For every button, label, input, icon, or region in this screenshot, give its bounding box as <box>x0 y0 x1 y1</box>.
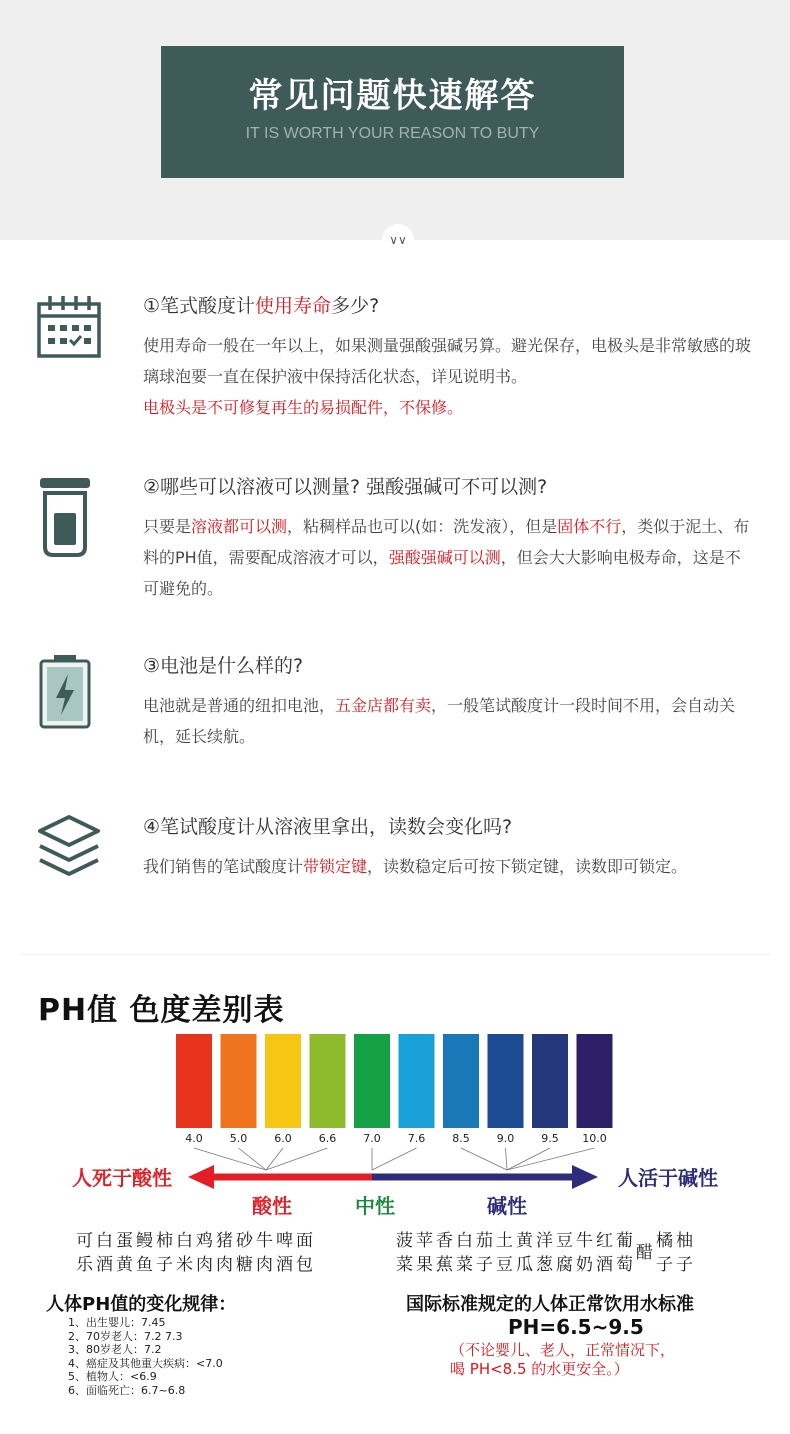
alkaline-life-label: 人活于碱性 <box>618 1166 718 1190</box>
ph-connector-line <box>194 1148 266 1170</box>
faq-question <box>143 473 547 501</box>
ph-rules-title: 人体PH值的变化规律： <box>46 1294 237 1315</box>
ph-color-swatch <box>354 1034 390 1128</box>
ph-color-swatch <box>176 1034 212 1128</box>
water-standard-value: PH=6.5~9.5 <box>508 1315 644 1339</box>
chevron-down-icon[interactable]: ∨∨ <box>382 224 414 256</box>
body-text: ，类似于泥土、布料的PH值，需要配成溶液才可以， <box>143 517 750 567</box>
acidic-foods-line: 乐酒黄鱼子米肉肉糖肉酒包 <box>76 1255 316 1275</box>
body-text: 电池就是普通的纽扣电池， <box>143 696 336 715</box>
alkaline-foods-line: 菠苹香白茄土黄洋豆牛红葡 <box>396 1231 636 1251</box>
ph-chart-title: PH值 色度差别表 <box>38 993 285 1028</box>
highlight-text: 五金店都有卖 <box>335 696 432 715</box>
acid-label: 酸性 <box>252 1194 292 1218</box>
faq-question <box>143 652 303 680</box>
calendar-icon <box>36 292 102 362</box>
ph-tick-label: 7.0 <box>363 1132 381 1145</box>
faq-question <box>143 813 512 841</box>
water-standard-note-line: （不论婴儿、老人，正常情况下， <box>450 1341 676 1359</box>
list-item: 1、出生婴儿：7.45 <box>68 1316 166 1329</box>
alkaline-arrow-head <box>572 1165 598 1189</box>
header-banner <box>161 46 624 178</box>
highlight-text: 溶液都可以测 <box>191 517 288 536</box>
alkaline-foods-tail: 橘柚 <box>656 1231 696 1251</box>
water-standard-note-line: 喝 PH<8.5 的水更安全。） <box>450 1360 629 1378</box>
highlight-text: 使用寿命 <box>255 295 332 317</box>
neutral-label: 中性 <box>355 1194 395 1218</box>
water-standard-title: 国际标准规定的人体正常饮用水标准 <box>406 1294 694 1315</box>
water-standard-note <box>450 1341 675 1379</box>
faq-answer <box>143 511 753 604</box>
body-text: 多少? <box>331 295 380 317</box>
ph-tick-label: 9.0 <box>496 1132 515 1145</box>
body-text: 只要是 <box>143 517 192 536</box>
ph-rules-list <box>68 1316 223 1397</box>
body-text: ④笔试酸度计从溶液里拿出，读数会变化吗? <box>143 816 513 838</box>
ph-connector-line <box>506 1148 508 1170</box>
jar-icon <box>36 473 102 563</box>
ph-tick-label: 10.0 <box>582 1132 607 1145</box>
list-item: 5、植物人：<6.9 <box>68 1370 157 1383</box>
ph-color-swatch <box>443 1034 479 1128</box>
page-title: 常见问题快速解答 <box>248 76 537 116</box>
body-text: ③电池是什么样的? <box>143 655 304 677</box>
body-text: ②哪些可以溶液可以测量? 强酸强碱可不可以测? <box>143 476 548 498</box>
ph-connector-line <box>372 1148 417 1170</box>
alkaline-label: 碱性 <box>487 1194 527 1218</box>
highlight-text: 固体不行 <box>557 517 622 536</box>
ph-connector-line <box>507 1148 595 1170</box>
ph-color-swatch <box>577 1034 613 1128</box>
acidic-foods <box>76 1229 316 1277</box>
faq-answer <box>143 690 753 752</box>
ph-color-swatch <box>532 1034 568 1128</box>
body-text: 我们销售的笔试酸度计 <box>143 857 304 876</box>
ph-connector-line <box>461 1148 507 1170</box>
ph-connector-line <box>507 1148 550 1170</box>
alkaline-foods-tail: 子子 <box>656 1255 696 1275</box>
list-item: 3、80岁老人：7.2 <box>68 1343 162 1356</box>
ph-tick-label: 6.0 <box>274 1132 292 1145</box>
ph-tick-label: 4.0 <box>185 1132 203 1145</box>
page-subtitle: IT IS WORTH YOUR REASON TO BUTY <box>245 125 540 142</box>
ph-connector-line <box>266 1148 328 1170</box>
body-text: ①笔式酸度计 <box>143 295 256 317</box>
ph-tick-label: 8.5 <box>452 1132 470 1145</box>
ph-tick-label: 9.5 <box>541 1132 559 1145</box>
acid-death-label: 人死于酸性 <box>72 1166 172 1190</box>
ph-color-swatch <box>310 1034 346 1128</box>
ph-tick-label: 5.0 <box>229 1132 248 1145</box>
acidic-foods-line: 可白蛋鳗柿白鸡猪砂牛啤面 <box>76 1231 316 1251</box>
list-item: 6、面临死亡：6.7~6.8 <box>68 1383 186 1397</box>
body-text: ，读数稳定后可按下锁定键，读数即可锁定。 <box>367 857 688 876</box>
ph-color-swatch <box>488 1034 524 1128</box>
body-text: ，但会大大影响电极寿命，这是不可避免的。 <box>143 548 741 598</box>
alkaline-foods <box>396 1229 696 1277</box>
list-item: 2、70岁老人：7.2 7.3 <box>68 1329 183 1343</box>
ph-color-swatch <box>399 1034 435 1128</box>
faq-answer <box>143 330 753 423</box>
ph-color-chart <box>0 1020 790 1220</box>
ph-color-swatch <box>265 1034 301 1128</box>
highlight-text: 带锁定键 <box>303 857 368 876</box>
highlight-text: 强酸强碱可以测 <box>388 548 501 567</box>
ph-connector-line <box>239 1148 267 1170</box>
faq-answer <box>143 851 753 882</box>
body-text: ，一般笔试酸度计一段时间不用，会自动关机，延长续航。 <box>143 696 736 746</box>
body-text: 使用寿命一般在一年以上，如果测量强酸强碱另算。避光保存，电极头是非常敏感的玻璃球泡要一直在保护液中保持活化状态，详见说明书。 <box>143 336 752 386</box>
ph-color-swatch <box>221 1034 257 1128</box>
alkaline-foods-line: 菜果蕉菜子豆瓜葱腐奶酒萄 <box>396 1255 636 1275</box>
highlight-text: 电极头是不可修复再生的易损配件，不保修。 <box>143 398 464 417</box>
acid-arrow-head <box>188 1165 214 1189</box>
list-item: 4、癌症及其他重大疾病：<7.0 <box>68 1356 223 1370</box>
faq-question <box>143 292 379 320</box>
layers-icon <box>36 813 102 883</box>
body-text: ，粘稠样品也可以(如：洗发液），但是 <box>287 517 558 536</box>
alkaline-foods-vinegar: 醋 <box>636 1243 656 1263</box>
divider <box>20 954 770 955</box>
ph-tick-label: 6.6 <box>318 1132 337 1145</box>
battery-icon <box>36 652 102 732</box>
ph-tick-label: 7.6 <box>407 1132 426 1145</box>
